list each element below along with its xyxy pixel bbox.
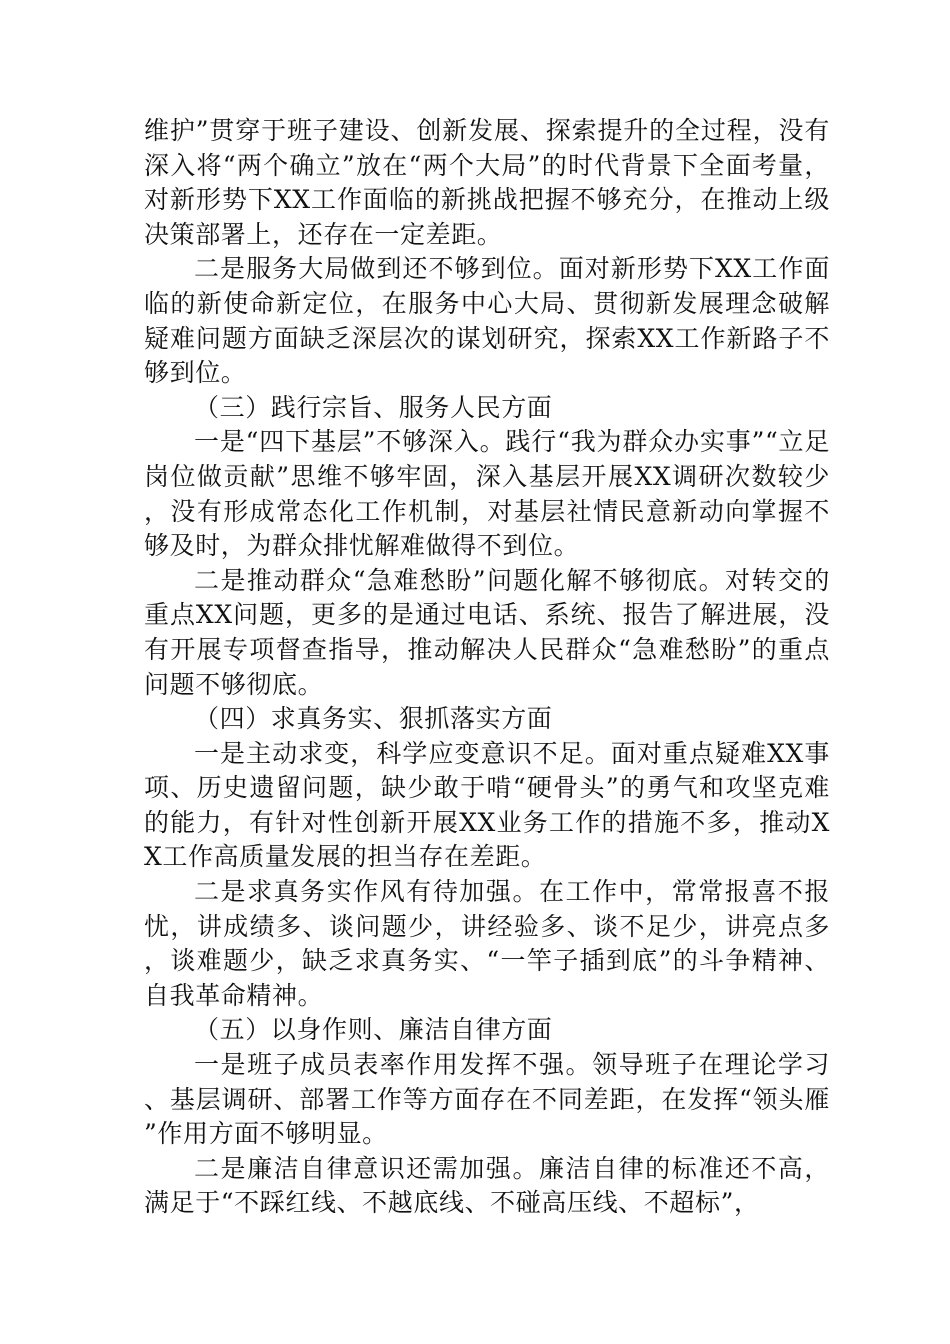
paragraph-pragmatic-style: 二是求真务实作风有待加强。在工作中，常常报喜不报忧，讲成绩多、谈问题少，讲经验多、谈不足少，讲亮点多，谈难题少，缺乏求真务实、“一竿子插到底”的斗争精神、自我革命精神。	[144, 877, 830, 1010]
section-heading-four: （四）求真务实、狠抓落实方面	[194, 704, 553, 734]
paragraph-continuation: 维护”贯穿于班子建设、创新发展、探索提升的全过程，没有深入将“两个确立”放在“两个大局”的时代背景下全面考量，对新形势下XX工作面临的新挑战把握不够充分，在推动上级决策部署上，还存在一定差距。	[144, 116, 830, 249]
paragraph-proactive-change: 一是主动求变，科学应变意识不足。面对重点疑难XX事项、历史遗留问题，缺少敢于啃“硬骨头”的勇气和攻坚克难的能力，有针对性创新开展XX业务工作的措施不多，推动XX工作高质量发展的担当存在差距。	[144, 738, 830, 872]
paragraph-integrity: 二是廉洁自律意识还需加强。廉洁自律的标准还不高，满足于“不踩红线、不越底线、不碰高压线、不超标”，	[144, 1153, 830, 1218]
section-heading-five: （五）以身作则、廉洁自律方面	[194, 1015, 553, 1045]
document-body	[144, 114, 830, 1221]
paragraph-leadership-example: 一是班子成员表率作用发挥不强。领导班子在理论学习、基层调研、部署工作等方面存在不同差距，在发挥“领头雁”作用方面不够明显。	[144, 1050, 830, 1149]
section-heading-three: （三）践行宗旨、服务人民方面	[194, 392, 553, 422]
paragraph-service-overall: 二是服务大局做到还不够到位。面对新形势下XX工作面临的新使命新定位，在服务中心大局、贯彻新发展理念破解疑难问题方面缺乏深层次的谋划研究，探索XX工作新路子不够到位。	[144, 254, 830, 388]
paragraph-urgent-issues: 二是推动群众“急难愁盼”问题化解不够彻底。对转交的重点XX问题，更多的是通过电话、系统、报告了解进展，没有开展专项督查指导，推动解决人民群众“急难愁盼”的重点问题不够彻底。	[144, 565, 830, 699]
paragraph-grassroots: 一是“四下基层”不够深入。践行“我为群众办实事”“立足岗位做贡献”思维不够牢固，深入基层开展XX调研次数较少，没有形成常态化工作机制，对基层社情民意新动向掌握不够及时，为群众排忧解难做得不到位。	[144, 427, 830, 561]
